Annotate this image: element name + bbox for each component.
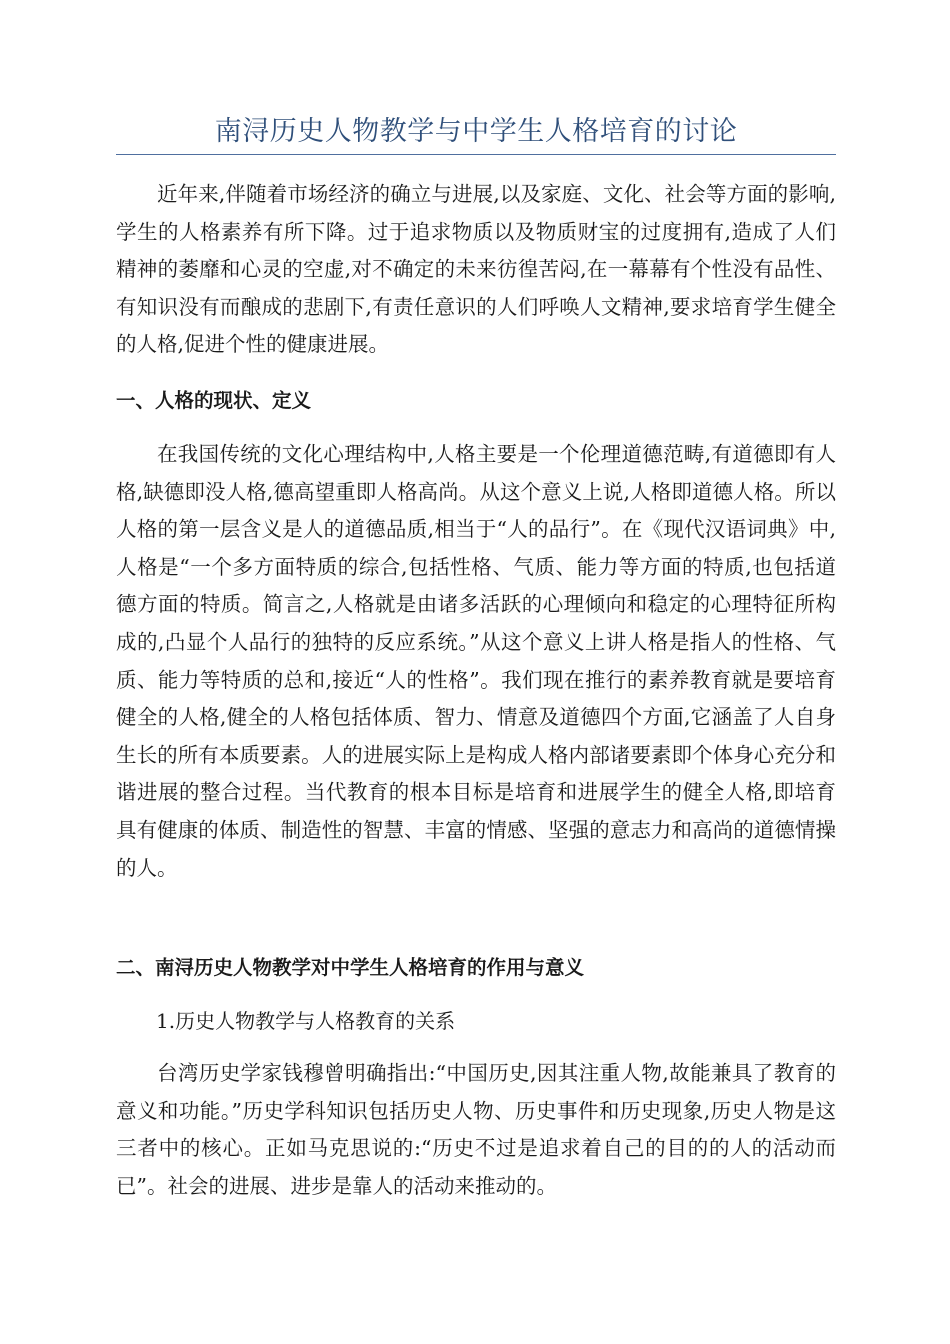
section-2-heading: 二、南浔历史人物教学对中学生人格培育的作用与意义 — [116, 956, 585, 979]
section-1-heading: 一、人格的现状、定义 — [116, 389, 312, 412]
section-1-paragraph: 在我国传统的文化心理结构中,人格主要是一个伦理道德范畴,有道德即有人格,缺德即没人格,德高望重即人格高尚。从这个意义上说,人格即道德人格。所以人格的第一层含义是人的道德品质,相当于“人的品行”。在《现代汉语词典》中,人格是“一个多方面特质的综合,包括性格、气质、能力等方面的特质,也包括道德方面的特质。简言之,人格就是由诸多活跃的心理倾向和稳定的心理特征所构成的,凸显个人品行的独特的反应系统。”从这个意义上讲人格是指人的性格、气质、能力等特质的总和,接近“人的性格”。我们现在推行的素养教育就是要培育健全的人格,健全的人格包括体质、智力、情意及道德四个方面,它涵盖了人自身生长的所有本质要素。人的进展实际上是构成人格内部诸要素即个体身心充分和谐进展的整合过程。当代教育的根本目标是培育和进展学生的健全人格,即培育具有健康的体质、制造性的智慧、丰富的情感、坚强的意志力和高尚的道德情操的人。 — [116, 442, 836, 880]
section-2-paragraph: 台湾历史学家钱穆曾明确指出:“中国历史,因其注重人物,故能兼具了教育的意义和功能。”历史学科知识包括历史人物、历史事件和历史现象,历史人物是这三者中的核心。正如马克思说的:“历史不过是追求着自己的目的的人的活动而已”。社会的进展、进步是靠人的活动来推动的。 — [116, 1061, 836, 1198]
section-2-subheading: 1.历史人物教学与人格教育的关系 — [156, 1009, 456, 1033]
intro-paragraph: 近年来,伴随着市场经济的确立与进展,以及家庭、文化、社会等方面的影响,学生的人格素养有所下降。过于追求物质以及物质财宝的过度拥有,造成了人们精神的萎靡和心灵的空虚,对不确定的未来彷徨苦闷,在一幕幕有个性没有品性、有知识没有而酿成的悲剧下,有责任意识的人们呼唤人文精神,要求培育学生健全的人格,促进个性的健康进展。 — [116, 182, 836, 357]
title-underline — [116, 154, 836, 155]
document-title: 南浔历史人物教学与中学生人格培育的讨论 — [214, 116, 738, 147]
